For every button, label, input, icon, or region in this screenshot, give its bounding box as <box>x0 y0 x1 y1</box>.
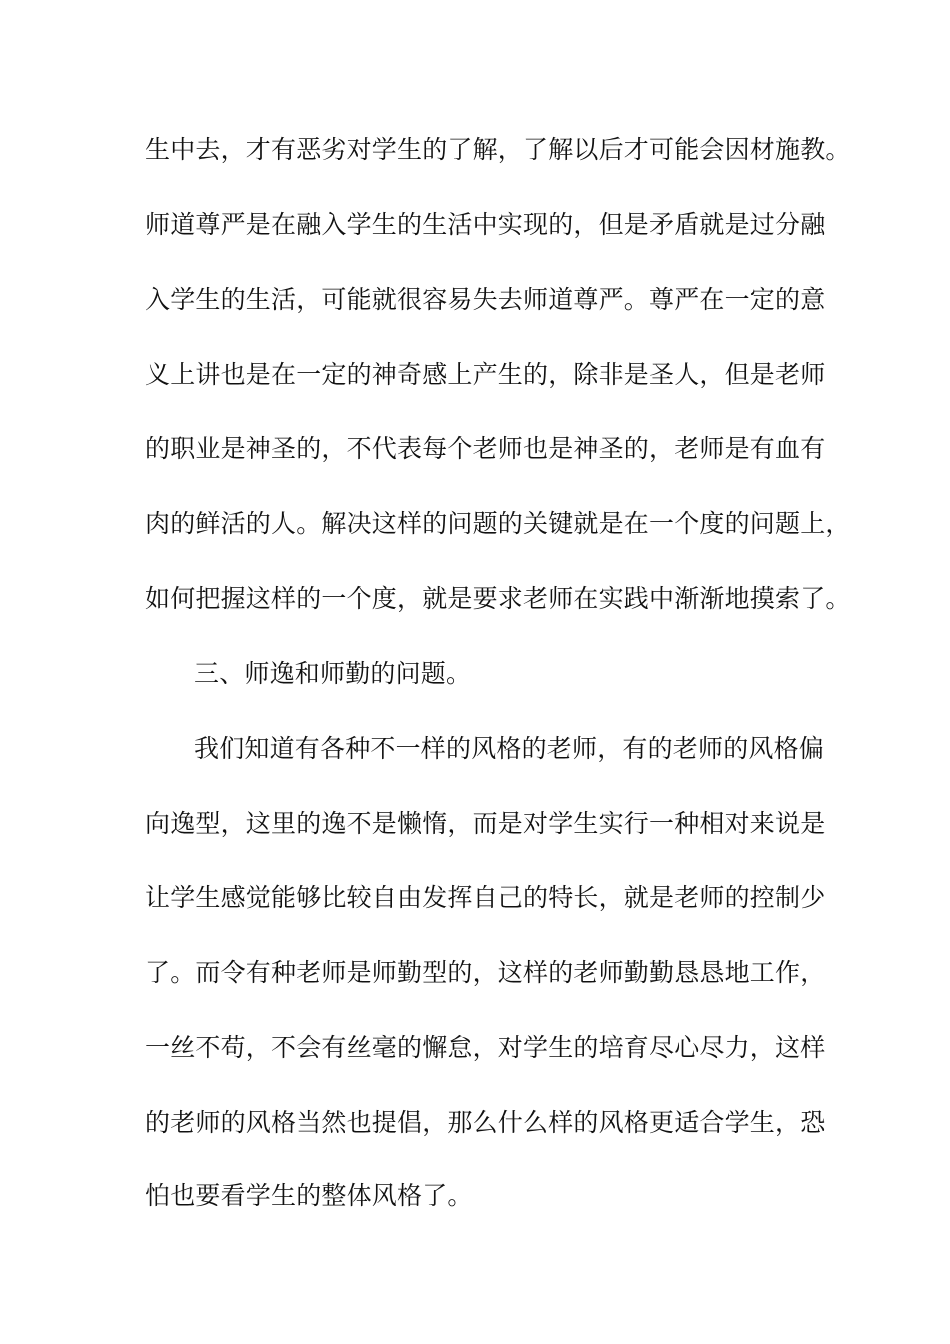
text-line: 了。而令有种老师是师勤型的，这样的老师勤勤恳恳地工作， <box>145 958 826 987</box>
text-line: 肉的鲜活的人。解决这样的问题的关键就是在一个度的问题上， <box>145 509 851 538</box>
text-line: 入学生的生活，可能就很容易失去师道尊严。尊严在一定的意 <box>145 285 826 314</box>
text-line: 的职业是神圣的，不代表每个老师也是神圣的，老师是有血有 <box>145 434 826 463</box>
text-line: 一丝不苟，不会有丝毫的懈怠，对学生的培育尽心尽力，这样 <box>145 1033 826 1062</box>
text-line: 向逸型，这里的逸不是懒惰，而是对学生实行一种相对来说是 <box>145 809 826 838</box>
text-line: 如何把握这样的一个度，就是要求老师在实践中渐渐地摸索了。 <box>145 584 851 613</box>
text-line: 怕也要看学生的整体风格了。 <box>145 1181 473 1210</box>
text-line: 让学生感觉能够比较自由发挥自己的特长，就是老师的控制少 <box>145 883 826 912</box>
section-heading: 三、师逸和师勤的问题。 <box>194 659 472 688</box>
text-line: 师道尊严是在融入学生的生活中实现的，但是矛盾就是过分融 <box>145 210 826 239</box>
text-line: 生中去，才有恶劣对学生的了解，了解以后才可能会因材施教。 <box>145 135 851 164</box>
text-line: 我们知道有各种不一样的风格的老师，有的老师的风格偏 <box>194 734 825 763</box>
text-line: 的老师的风格当然也提倡，那么什么样的风格更适合学生，恐 <box>145 1108 826 1137</box>
text-line: 义上讲也是在一定的神奇感上产生的，除非是圣人，但是老师 <box>145 360 826 389</box>
